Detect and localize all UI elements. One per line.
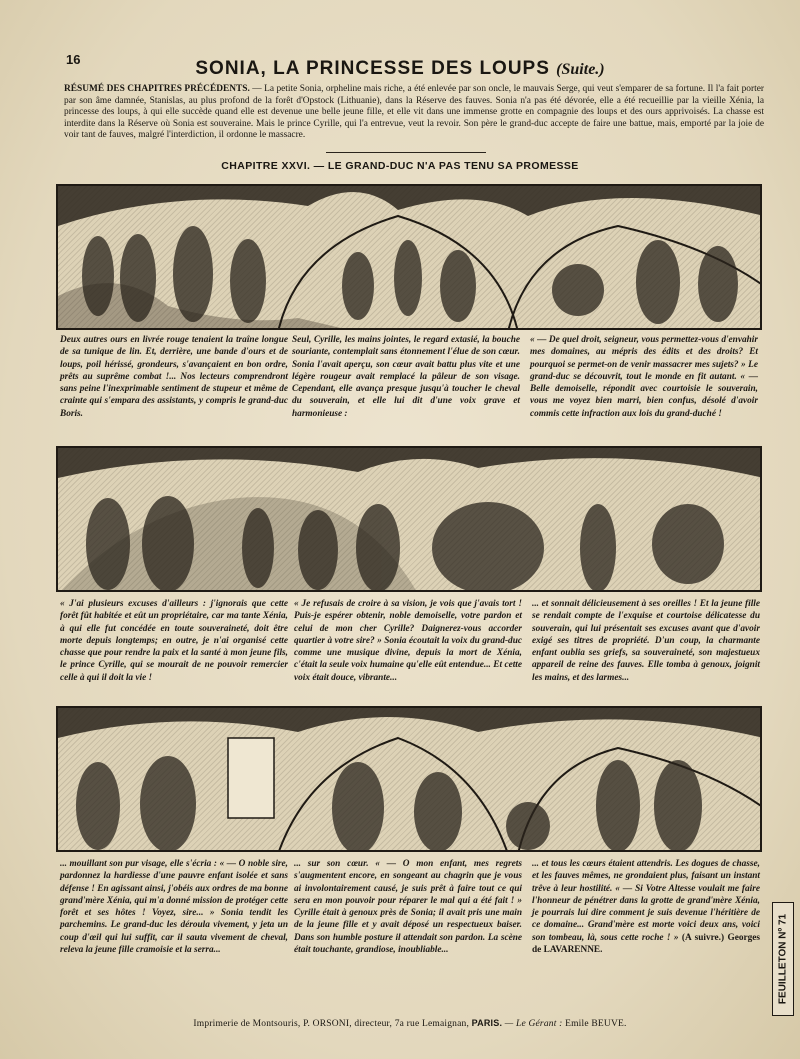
page-number: 16 <box>66 52 81 67</box>
serial-title-suffix: (Suite.) <box>556 61 605 78</box>
feuilleton-label: FEUILLETON Nº 71 <box>777 913 789 1005</box>
caption-6: ... et sonnait délicieusement à ses oreilles ! Et la jeune fille se rendait compte de l'exquise et courtoise délicatesse du souverain, qui lui présentait ses excuses avant que d'avoir exigé ses titres de propriété. D'un coup, la charmante enfant oublia ses griefs, sa souveraineté, son majestueux appareil de reine des fauves. Elle tomba à genoux, joignit les mains, et des larmes... <box>532 599 760 683</box>
chapter-heading: CHAPITRE XXVI. — LE GRAND-DUC N'A PAS TENU SA PROMESSE <box>221 160 579 172</box>
divider-rule <box>326 152 486 153</box>
author-signature: Georges de LAVARENNE. <box>532 932 761 956</box>
caption-3: « — De quel droit, seigneur, vous permettez-vous d'envahir mes domaines, au mépris des édits et des droits? Et pourquoi se permet-on de venir massacrer mes sujets? » Le grand-duc se découvrit, tout le monde en fit autant. « — Belle demoiselle, répondit avec courtoisie le souverain, vous me voyez bien marri, bien confus, désolé d'avoir commis cette infraction aux lois du grand-duché ! <box>530 335 758 419</box>
caption-9-text: ... et tous les cœurs étaient attendris. Les dogues de chasse, et les fauves mêmes, ne grondaient plus, faisant un instant trêve à leur hostilité. « — Si Votre Altesse voulait me faire l'honneur de pénétrer dans la grotte de grand'mère Xénia, je pourrais lui dire comment je suis devenue l'héritière de ce domaine... Grand'mère est morte voici deux ans, voici son tombeau, là, sous cette roche ! » <box>532 859 760 943</box>
summary-text: — La petite Sonia, orpheline mais riche, a été enlevée par son oncle, le mauvais Serge, qui veut s'emparer de sa fortune. Il l'a fait porter par son âme damnée, Stanislas, au plus profond de la forêt d'Opstock (Lithuanie), dans la Réserve des fauves. Sonia n'a pas été dévorée, elle a été recueillie par la vieille Xénia, la princesse des loups, à qui elle succède quand elle est devenue une belle jeune fille, et elle vit dans une immense grotte en compagnie des loups et des ours apprivoisés. La chasse est interdite dans la Réserve où Sonia est souveraine. Mais le prince Cyrille, qui l'a entrevue, veut la revoir. Son père le grand-duc accepte de faire une battue, mais, emporté par la joie de voir tant de fauves, malgré l'interdiction, il ordonne le massacre. <box>64 84 764 141</box>
caption-2: Seul, Cyrille, les mains jointes, le regard extasié, la bouche souriante, contemplait sans étonnement l'élue de son cœur. Sonia l'avait aperçu, son cœur avait battu plus vite et une légère rougeur avait remplacé la pâleur de son visage. Cependant, elle avança presque jusqu'à toucher le cheval du souverain, et elle lui dit d'une voix grave et harmonieuse : <box>292 335 520 419</box>
printer-text: Imprimerie de Montsouris, P. ORSONI, directeur, 7a rue Lemaignan, <box>193 1019 470 1029</box>
summary-heading: RÉSUMÉ DES CHAPITRES PRÉCÉDENTS. <box>64 84 250 94</box>
caption-7: ... mouillant son pur visage, elle s'écria : « — O noble sire, pardonnez la hardiesse d'une pauvre enfant isolée et sans défense ! En agissant ainsi, j'obéis aux ordres de ma bonne grand'mère Xénia, qui m'a donné mission de protéger cette forêt et ses hôtes ! Voyez, sire... » Sonia tendit les parchemins. Le grand-duc les déroula vivement, y jeta un coup d'œil qui lui suffit, car il sauta vivement de cheval, releva la jeune fille cramoisie et la serra... <box>60 859 288 956</box>
caption-4: « J'ai plusieurs excuses d'ailleurs : j'ignorais que cette forêt fût habitée et eût un propriétaire, car ma tante Xénia, à qui elle fut concédée en toute souveraineté, doit être morte depuis longtemps; en outre, je n'ai organisé cette chasse que pour rendre la paix et la santé à mon jeune fils, le prince Cyrille, qui se mourait de ne pouvoir remercier celle à qui il doit la vie ! <box>60 599 288 683</box>
caption-1: Deux autres ours en livrée rouge tenaient la traîne longue de sa tunique de lin. Et, derrière, une bande d'ours et de loups, poil hérissé, grondeurs, s'avançaient en bon ordre, prêts au suprême combat !... Nos lecteurs comprendront sans peine l'inexprimable sentiment de stupeur et même de crainte qui s'empara des assistants, y compris le grand-duc Boris. <box>60 335 288 419</box>
caption-5: « Je refusais de croire à sa vision, je vois que j'avais tort ! Puis-je espérer obtenir, noble demoiselle, votre pardon et celui de mon cher Cyrille? Daignerez-vous accorder quartier à votre sire? » Sonia écoutait la voix du grand-duc comme une musique divine, depuis la mort de Xénia, c'était la seule voix humaine qu'elle eût entendue... Et cette voix était douce, vibrante... <box>294 599 522 683</box>
gerant-name: Emile BEUVE. <box>565 1019 627 1029</box>
caption-9 <box>532 858 760 956</box>
illustration-procession <box>56 184 762 330</box>
printer-city: PARIS. <box>471 1018 503 1028</box>
illustration-parchment <box>56 706 762 852</box>
serial-title-text: SONIA, LA PRINCESSE DES LOUPS <box>195 58 550 79</box>
caption-8: ... sur son cœur. « — O mon enfant, mes regrets s'augmentent encore, en songeant au chagrin que je vous ai involontairement causé, je suis prêt à faire tout ce qui sera en mon pouvoir pour réparer le mal qui a été fait ! » Cyrille était à genoux près de Sonia; il avait pris une main de la jeune fille et y avait déposé un respectueux baiser. Dans son humble posture il attendait son pardon. La scène était touchante, grandiose, inoubliable... <box>294 859 522 956</box>
serial-title <box>0 58 800 80</box>
feuilleton-stamp <box>772 902 794 1016</box>
gerant-label: — Le Gérant : <box>504 1019 563 1029</box>
a-suivre: (A suivre.) <box>681 932 725 943</box>
printer-imprint <box>60 1018 760 1029</box>
illustration-cave-meeting <box>56 446 762 592</box>
summary-paragraph <box>64 84 764 142</box>
